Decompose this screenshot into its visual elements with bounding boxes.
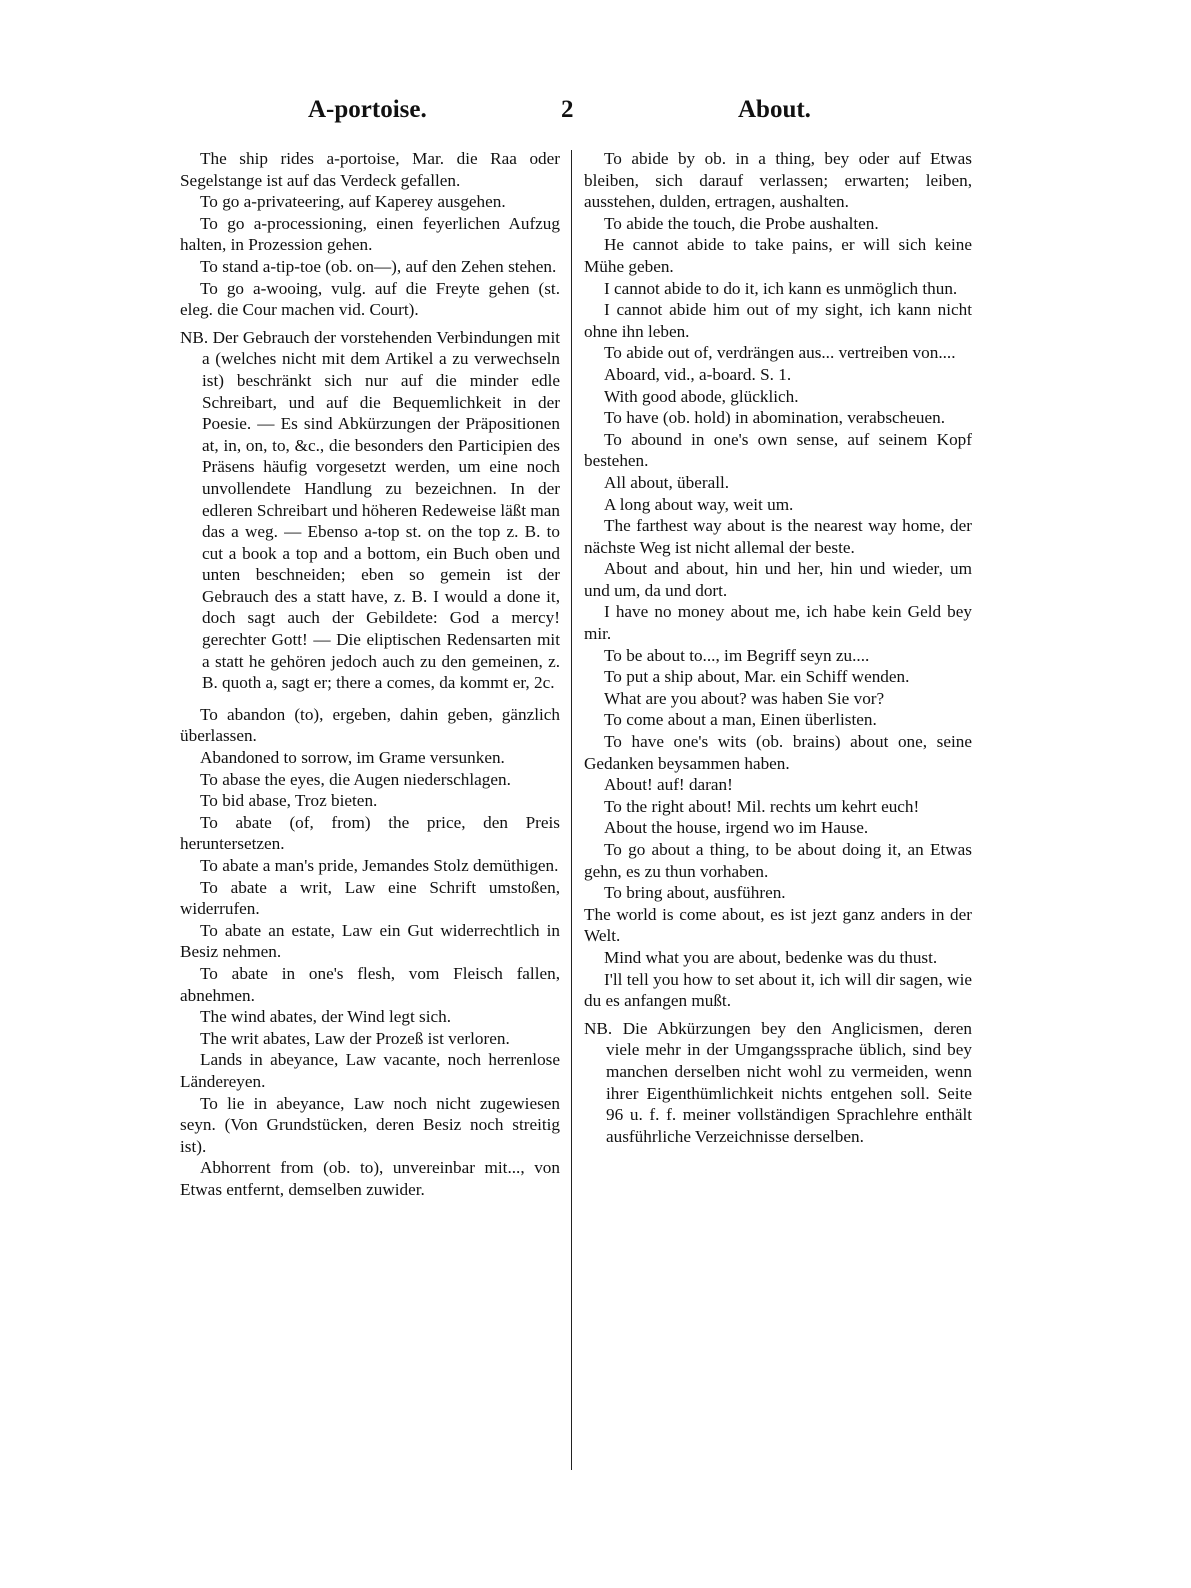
dictionary-entry: What are you about? was haben Sie vor? [604, 688, 885, 708]
header-right-guideword: About. [738, 96, 811, 123]
dictionary-entry: To abide by ob. in a thing, bey oder auf Etwas bleiben, sich darauf verlassen; erwarten; leiben, ausstehen, dulden, ertragen, aushalten. [584, 149, 972, 212]
dictionary-entry: To abate an estate, Law ein Gut widerrechtlich in Besiz nehmen. [180, 920, 560, 962]
dictionary-entry: All about, überall. [604, 472, 730, 492]
dictionary-entry: I cannot abide him out of my sight, ich kann nicht ohne ihn leben. [584, 300, 972, 341]
dictionary-entry: To abate in one's flesh, vom Fleisch fallen, abnehmen. [180, 963, 560, 1005]
dictionary-entry: To abide out of, verdrängen aus... vertreiben von.... [604, 343, 956, 363]
dictionary-entry: To abound in one's own sense, auf seinem Kopf bestehen. [584, 429, 972, 471]
dictionary-entry: To bid abase, Troz bieten. [200, 791, 378, 811]
dictionary-entry: To have one's wits (ob. brains) about one, seine Gedanken beysammen haben. [584, 732, 972, 773]
dictionary-entry: To go about a thing, to be about doing it, an Etwas gehn, es zu thun vorhaben. [584, 840, 972, 881]
dictionary-entry: I cannot abide to do it, ich kann es unmöglich thun. [604, 278, 958, 298]
dictionary-entry: To put a ship about, Mar. ein Schiff wenden. [604, 667, 910, 687]
dictionary-entry: To abandon (to), ergeben, dahin geben, gänzlich überlassen. [180, 704, 560, 746]
dictionary-entry: The farthest way about is the nearest way home, der nächste Weg ist nicht allemal der beste. [584, 516, 972, 557]
editorial-note: NB. Der Gebrauch der vorstehenden Verbindungen mit a (welches nicht mit dem Artikel a zu verwechseln ist) beschränkt sich nur auf die minder edle Schreibart, und auf die Bequemlichkeit in der Poesie. — Es sind Abkürzungen der Präpositionen at, in, on, to, &c., die besonders den Participien des Präsens häufig vorgesetzt werden, um eine noch unvollendete Handlung zu bezeichnen. In der edleren Schreibart und höheren Redeweise läßt man das a weg. — Ebenso a-top st. on the top z. B. to cut a book a top and a bottom, ein Buch oben und unten beschneiden; eben so gemein ist der Gebrauch des a statt have, z. B. I would a done it, doch sagt auch der Gebildete: God a mercy! gerechter Gott! — Die eliptischen Redensarten mit a statt he gehören jedoch auch zu den gemeinen, z. B. quoth a, sagt er; there a comes, da kommt er, 2c. [180, 327, 560, 693]
dictionary-entry: To bring about, ausführen. [604, 883, 786, 903]
column-divider [571, 150, 572, 1470]
header-left-guideword: A-portoise. [308, 96, 427, 123]
dictionary-entry: To come about a man, Einen überlisten. [604, 710, 877, 730]
dictionary-entry: To lie in abeyance, Law noch nicht zugewiesen seyn. (Von Grundstücken, deren Besiz noch streitig ist). [180, 1093, 560, 1156]
dictionary-entry: I'll tell you how to set about it, ich will dir sagen, wie du es anfangen mußt. [584, 969, 972, 1011]
dictionary-entry: To abate (of, from) the price, den Preis heruntersetzen. [180, 812, 560, 854]
left-column [180, 148, 560, 1201]
dictionary-entry: To the right about! Mil. rechts um kehrt euch! [604, 796, 920, 816]
running-header [0, 96, 1191, 136]
dictionary-entry: Abandoned to sorrow, im Grame versunken. [200, 748, 505, 768]
dictionary-entry: About! auf! daran! [604, 775, 733, 795]
dictionary-entry: To go a-privateering, auf Kaperey ausgehen. [200, 192, 506, 212]
dictionary-entry: To be about to..., im Begriff seyn zu.... [604, 645, 870, 665]
dictionary-entry: To go a-processioning, einen feyerlichen Aufzug halten, in Prozession gehen. [180, 213, 560, 255]
page-number: 2 [561, 96, 574, 123]
dictionary-entry: The ship rides a-portoise, Mar. die Raa oder Segelstange ist auf das Verdeck gefallen. [180, 149, 560, 190]
dictionary-entry: To abase the eyes, die Augen niederschlagen. [200, 769, 511, 789]
dictionary-entry: He cannot abide to take pains, er will sich keine Mühe geben. [584, 235, 972, 276]
dictionary-entry: About the house, irgend wo im Hause. [604, 818, 869, 838]
dictionary-entry: With good abode, glücklich. [604, 386, 799, 406]
dictionary-entry: To abate a writ, Law eine Schrift umstoßen, widerrufen. [180, 877, 560, 919]
dictionary-entry: Mind what you are about, bedenke was du thust. [604, 947, 938, 967]
dictionary-entry: The writ abates, Law der Prozeß ist verloren. [200, 1028, 510, 1048]
right-column [584, 148, 972, 1157]
dictionary-entry: Lands in abeyance, Law vacante, noch herrenlose Ländereyen. [180, 1050, 560, 1091]
dictionary-entry: To abide the touch, die Probe aushalten. [604, 213, 879, 233]
dictionary-entry: To have (ob. hold) in abomination, verabscheuen. [604, 408, 946, 428]
dictionary-entry: To abate a man's pride, Jemandes Stolz demüthigen. [200, 856, 559, 875]
dictionary-entry: A long about way, weit um. [604, 494, 794, 514]
dictionary-entry: I have no money about me, ich habe kein Geld bey mir. [584, 602, 972, 644]
dictionary-entry: The wind abates, der Wind legt sich. [200, 1007, 452, 1027]
dictionary-entry: Abhorrent from (ob. to), unvereinbar mit..., von Etwas entfernt, demselben zuwider. [180, 1158, 560, 1199]
editorial-note: NB. Die Abkürzungen bey den Anglicismen, deren viele mehr in der Umgangssprache üblich, sind bey manchen derselben nicht wohl zu vermeiden, wenn ihrer Eigenthümlichkeit nichts entgehen soll. Seite 96 u. f. f. meiner vollständigen Sprachlehre enthält ausführliche Verzeichnisse derselben. [584, 1018, 972, 1146]
dictionary-entry: The world is come about, es ist jezt ganz anders in der Welt. [584, 904, 972, 946]
dictionary-entry: About and about, hin und her, hin und wieder, um und um, da und dort. [584, 559, 972, 600]
dictionary-entry: To go a-wooing, vulg. auf die Freyte gehen (st. eleg. die Cour machen vid. Court). [180, 278, 560, 320]
dictionary-entry: To stand a-tip-toe (ob. on—), auf den Zehen stehen. [200, 256, 557, 276]
dictionary-entry: Aboard, vid., a-board. S. 1. [604, 364, 792, 384]
